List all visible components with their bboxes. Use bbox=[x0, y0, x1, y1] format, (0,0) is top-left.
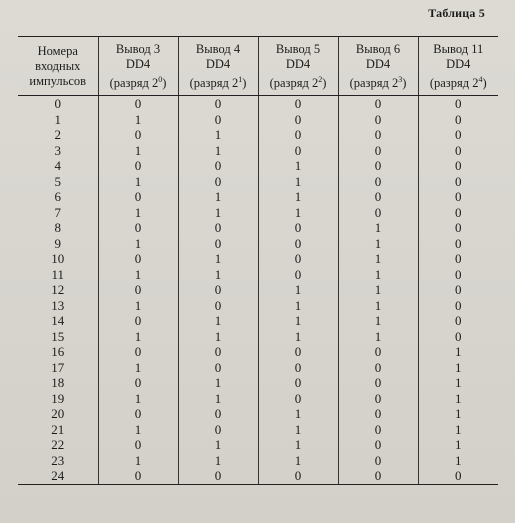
table-cell: 18 bbox=[51, 375, 65, 390]
table-cell: 0 bbox=[338, 205, 418, 221]
table-cell: 0 bbox=[98, 96, 178, 112]
table-row bbox=[18, 189, 498, 205]
table-cell: 8 bbox=[54, 220, 61, 235]
table-cell: 0 bbox=[338, 406, 418, 422]
table-cell: 0 bbox=[418, 112, 498, 128]
table-cell: 0 bbox=[418, 158, 498, 174]
table-cell: 6 bbox=[54, 189, 61, 204]
table-cell: 1 bbox=[98, 112, 178, 128]
table-cell: 0 bbox=[338, 96, 418, 112]
table-row bbox=[18, 205, 498, 221]
table-cell: 1 bbox=[258, 298, 338, 314]
table-row bbox=[18, 158, 498, 174]
header-row bbox=[18, 37, 498, 96]
table-row bbox=[18, 174, 498, 190]
table-cell: 14 bbox=[51, 313, 65, 328]
table-cell: 0 bbox=[258, 267, 338, 283]
table-cell: 16 bbox=[51, 344, 65, 359]
table-cell: 0 bbox=[418, 267, 498, 283]
table-row bbox=[18, 220, 498, 236]
table-row bbox=[18, 344, 498, 360]
table-cell: 1 bbox=[98, 236, 178, 252]
column-header-line: (разряд 2 bbox=[429, 75, 479, 90]
table-cell: 0 bbox=[258, 360, 338, 376]
table-cell: 1 bbox=[178, 329, 258, 345]
table-cell: 0 bbox=[98, 437, 178, 453]
table-cell: 1 bbox=[258, 329, 338, 345]
table-cell: 1 bbox=[98, 453, 178, 469]
table-cell: 0 bbox=[178, 406, 258, 422]
table-cell: 0 bbox=[418, 236, 498, 252]
bit-exponent: 4 bbox=[478, 74, 483, 84]
table-cell: 23 bbox=[51, 452, 65, 468]
table-cell: 1 bbox=[258, 282, 338, 298]
table-caption: Таблица 5 bbox=[428, 6, 485, 20]
table-cell: 0 bbox=[418, 205, 498, 221]
table-cell: 0 bbox=[258, 112, 338, 128]
table-cell: 1 bbox=[338, 282, 418, 298]
column-header-line: Вывод 5 bbox=[275, 41, 321, 56]
table-cell: 0 bbox=[258, 344, 338, 360]
table-cell: 1 bbox=[178, 437, 258, 453]
table-cell: 1 bbox=[178, 143, 258, 159]
table-row bbox=[18, 112, 498, 128]
table-row bbox=[18, 282, 498, 298]
table-cell: 1 bbox=[178, 189, 258, 205]
table-cell: 1 bbox=[418, 344, 498, 360]
table-cell: 0 bbox=[178, 468, 258, 484]
bit-exponent: 0 bbox=[158, 74, 163, 84]
table-cell: 0 bbox=[418, 127, 498, 143]
table-cell: 12 bbox=[51, 282, 65, 297]
table-cell: 0 bbox=[54, 96, 61, 111]
table-row bbox=[18, 468, 498, 484]
table-cell: 1 bbox=[418, 437, 498, 453]
table-cell: 0 bbox=[178, 298, 258, 314]
table-cell: 0 bbox=[178, 112, 258, 128]
table-cell: 1 bbox=[418, 453, 498, 469]
column-header-line: (разряд 2 bbox=[109, 75, 159, 90]
table-cell: 0 bbox=[98, 127, 178, 143]
table-cell: 15 bbox=[51, 328, 65, 344]
table-row bbox=[18, 453, 498, 469]
table-cell: 0 bbox=[178, 158, 258, 174]
table-cell: 0 bbox=[98, 344, 178, 360]
table-row bbox=[18, 236, 498, 252]
table-cell: 1 bbox=[98, 298, 178, 314]
table-cell: 10 bbox=[51, 251, 65, 266]
table-cell: 1 bbox=[98, 422, 178, 438]
table-cell: 21 bbox=[51, 421, 65, 437]
table-cell: 1 bbox=[418, 360, 498, 376]
table-cell: 0 bbox=[178, 282, 258, 298]
table-cell: 3 bbox=[54, 142, 61, 158]
table-cell: 9 bbox=[54, 235, 61, 251]
table-cell: 1 bbox=[258, 158, 338, 174]
table-cell: 0 bbox=[418, 298, 498, 314]
table-cell: 1 bbox=[98, 205, 178, 221]
table-row bbox=[18, 96, 498, 112]
table-cell: 1 bbox=[178, 251, 258, 267]
table-row bbox=[18, 313, 498, 329]
column-header-line: (разряд 2 bbox=[349, 75, 399, 90]
table-cell: 0 bbox=[338, 360, 418, 376]
table-cell: 1 bbox=[338, 236, 418, 252]
table-cell: 0 bbox=[418, 329, 498, 345]
table-cell: 0 bbox=[418, 96, 498, 112]
table-cell: 1 bbox=[258, 422, 338, 438]
table-cell: 0 bbox=[338, 453, 418, 469]
table-cell: 0 bbox=[338, 437, 418, 453]
table-cell: 0 bbox=[258, 127, 338, 143]
table-cell: 0 bbox=[338, 189, 418, 205]
table-cell: 1 bbox=[258, 205, 338, 221]
table-cell: 0 bbox=[178, 220, 258, 236]
column-header: Вывод 5 DD4 (разряд $2^2$) bbox=[258, 37, 338, 96]
column-header-line: Вывод 3 bbox=[115, 41, 161, 56]
table-cell: 1 bbox=[98, 391, 178, 407]
table-cell: 1 bbox=[418, 375, 498, 391]
column-header-line: (разряд 2 bbox=[269, 75, 319, 90]
table-cell: 1 bbox=[258, 437, 338, 453]
table-cell: 0 bbox=[418, 282, 498, 298]
table-cell: 0 bbox=[338, 422, 418, 438]
column-header: Вывод 6 DD4 (разряд $2^3$) bbox=[338, 37, 418, 96]
table-cell: 4 bbox=[54, 158, 61, 173]
table-body bbox=[18, 96, 498, 485]
table-cell: 1 bbox=[98, 174, 178, 190]
table-cell: 13 bbox=[51, 297, 65, 313]
table-cell: 0 bbox=[338, 344, 418, 360]
table-cell: 0 bbox=[418, 251, 498, 267]
table-cell: 1 bbox=[338, 313, 418, 329]
table-cell: 0 bbox=[98, 158, 178, 174]
table-cell: 0 bbox=[258, 375, 338, 391]
table-cell: 0 bbox=[98, 251, 178, 267]
table-cell: 1 bbox=[258, 453, 338, 469]
table-row bbox=[18, 127, 498, 143]
table-row bbox=[18, 422, 498, 438]
table-cell: 0 bbox=[258, 236, 338, 252]
table-cell: 0 bbox=[258, 468, 338, 484]
table-cell: 0 bbox=[98, 468, 178, 484]
table-cell: 0 bbox=[178, 360, 258, 376]
table-cell: 0 bbox=[98, 406, 178, 422]
table-cell: 1 bbox=[258, 189, 338, 205]
table-cell: 1 bbox=[178, 267, 258, 283]
table-cell: 1 bbox=[338, 220, 418, 236]
column-header-line: DD4 bbox=[365, 56, 391, 71]
table-cell: 0 bbox=[178, 174, 258, 190]
column-header: Вывод 3 DD4 (разряд $2^0$) bbox=[98, 37, 178, 96]
column-header-line: Вывод 4 bbox=[195, 41, 241, 56]
table-cell: 0 bbox=[338, 174, 418, 190]
column-header-line: входных bbox=[35, 58, 81, 73]
table-row bbox=[18, 375, 498, 391]
table-cell: 1 bbox=[178, 375, 258, 391]
column-header-line: DD4 bbox=[205, 56, 231, 71]
table-cell: 1 bbox=[258, 406, 338, 422]
table-cell: 0 bbox=[258, 143, 338, 159]
table-cell: 0 bbox=[338, 375, 418, 391]
table-cell: 0 bbox=[178, 96, 258, 112]
table-cell: 0 bbox=[418, 220, 498, 236]
table-cell: 1 bbox=[338, 298, 418, 314]
table-cell: 1 bbox=[258, 313, 338, 329]
table-cell: 0 bbox=[418, 313, 498, 329]
table-cell: 20 bbox=[51, 406, 65, 421]
table-row bbox=[18, 360, 498, 376]
table-cell: 0 bbox=[178, 422, 258, 438]
table-row bbox=[18, 143, 498, 159]
table-row bbox=[18, 298, 498, 314]
table-cell: 19 bbox=[51, 390, 65, 406]
table-row bbox=[18, 251, 498, 267]
table-cell: 0 bbox=[338, 143, 418, 159]
table-cell: 1 bbox=[338, 329, 418, 345]
bit-exponent: 2 bbox=[318, 74, 323, 84]
table-cell: 0 bbox=[338, 468, 418, 484]
table-row bbox=[18, 267, 498, 283]
table-cell: 0 bbox=[258, 96, 338, 112]
table-cell: 1 bbox=[418, 391, 498, 407]
table-cell: 1 bbox=[98, 329, 178, 345]
column-header-line: DD4 bbox=[446, 56, 471, 71]
column-header-line: Вывод 6 bbox=[355, 41, 401, 56]
table-cell: 0 bbox=[338, 127, 418, 143]
table-cell: 24 bbox=[18, 468, 98, 484]
table-cell: 11 bbox=[51, 266, 65, 282]
table-cell: 0 bbox=[98, 282, 178, 298]
table-cell: 1 bbox=[338, 267, 418, 283]
table-row bbox=[18, 437, 498, 453]
table-cell: 0 bbox=[98, 375, 178, 391]
table-cell: 1 bbox=[338, 251, 418, 267]
table-cell: 0 bbox=[258, 220, 338, 236]
column-header-line: Вывод 11 bbox=[433, 41, 484, 56]
table-cell: 1 bbox=[418, 406, 498, 422]
table-cell: 0 bbox=[178, 344, 258, 360]
table-cell: 1 bbox=[54, 111, 61, 127]
table-cell: 17 bbox=[51, 359, 65, 375]
table-cell: 0 bbox=[418, 174, 498, 190]
column-header bbox=[18, 37, 98, 96]
table-cell: 0 bbox=[338, 112, 418, 128]
table-cell: 7 bbox=[54, 204, 61, 220]
table-cell: 0 bbox=[98, 220, 178, 236]
column-header-line: импульсов bbox=[29, 73, 87, 88]
column-header-line: Номера bbox=[37, 43, 78, 58]
table-cell: 1 bbox=[178, 391, 258, 407]
table-cell: 1 bbox=[418, 422, 498, 438]
table-cell: 0 bbox=[418, 189, 498, 205]
table-cell: 0 bbox=[178, 236, 258, 252]
table-cell: 1 bbox=[178, 205, 258, 221]
table-cell: 2 bbox=[54, 127, 61, 142]
table-cell: 1 bbox=[258, 174, 338, 190]
table-cell: 5 bbox=[54, 173, 61, 189]
table-cell: 1 bbox=[178, 313, 258, 329]
column-header-line: DD4 bbox=[125, 56, 151, 71]
column-header: Вывод 4 DD4 (разряд $2^1$) bbox=[178, 37, 258, 96]
table-row bbox=[18, 329, 498, 345]
table-cell: 0 bbox=[98, 313, 178, 329]
table-cell: 1 bbox=[178, 453, 258, 469]
table-cell: 1 bbox=[98, 143, 178, 159]
table-cell: 0 bbox=[98, 189, 178, 205]
pulse-counter-table bbox=[18, 36, 498, 485]
table-cell: 0 bbox=[338, 391, 418, 407]
table-cell: 22 bbox=[51, 437, 65, 452]
column-header: Вывод 11 DD4 (разряд $2^4$) bbox=[418, 37, 498, 96]
bit-exponent: 1 bbox=[238, 74, 243, 84]
table-cell: 1 bbox=[98, 360, 178, 376]
table-cell: 0 bbox=[258, 251, 338, 267]
column-header-line: (разряд 2 bbox=[189, 75, 239, 90]
column-header-line: DD4 bbox=[285, 56, 311, 71]
table-row bbox=[18, 406, 498, 422]
table-cell: 0 bbox=[338, 158, 418, 174]
table-cell: 1 bbox=[98, 267, 178, 283]
table-cell: 0 bbox=[418, 468, 498, 484]
table-cell: 1 bbox=[178, 127, 258, 143]
table-cell: 0 bbox=[418, 143, 498, 159]
bit-exponent: 3 bbox=[398, 74, 403, 84]
table-cell: 0 bbox=[258, 391, 338, 407]
table-row bbox=[18, 391, 498, 407]
